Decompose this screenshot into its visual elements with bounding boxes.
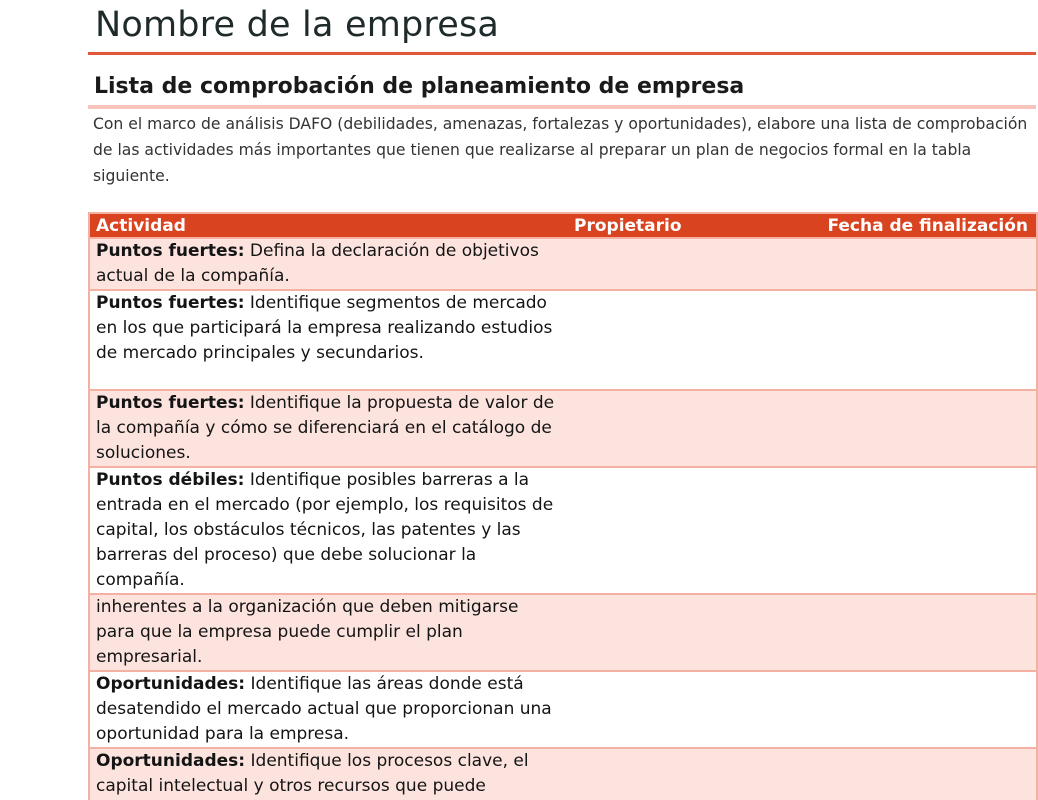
activity-cell[interactable] — [89, 290, 566, 390]
swot-category-label: Puntos fuertes: — [96, 393, 245, 413]
activity-text: Identifique las áreas donde está desatendido el mercado actual que proporcionan una oportunidad para la empresa. — [96, 674, 552, 744]
owner-cell[interactable] — [566, 390, 791, 467]
table-row — [89, 671, 1037, 748]
completion-date-cell[interactable] — [791, 748, 1037, 800]
checklist-subtitle: Lista de comprobación de planeamiento de empresa — [94, 74, 745, 99]
activity-text: Defina la declaración de objetivos actual de la compañía. — [96, 241, 539, 286]
owner-cell[interactable] — [566, 290, 791, 390]
intro-paragraph: Con el marco de análisis DAFO (debilidades, amenazas, fortalezas y oportunidades), elabore una lista de comprobación de las actividades más importantes que tienen que realizarse al preparar un plan de negocios formal en la tabla siguiente. — [93, 115, 1028, 185]
planning-checklist-table — [88, 212, 1038, 800]
table-row — [89, 594, 1037, 671]
column-header-activity: Actividad — [89, 213, 566, 238]
activity-cell[interactable] — [89, 238, 566, 290]
completion-date-cell[interactable] — [791, 390, 1037, 467]
column-header-owner: Propietario — [566, 213, 791, 238]
swot-category-label: Puntos fuertes: — [96, 241, 245, 261]
table-header-row — [89, 213, 1037, 238]
completion-date-cell[interactable] — [791, 238, 1037, 290]
completion-date-cell[interactable] — [791, 467, 1037, 594]
swot-category-label: Oportunidades: — [96, 751, 246, 771]
activity-cell[interactable] — [89, 594, 566, 671]
swot-category-label: Puntos fuertes: — [96, 293, 245, 313]
owner-cell[interactable] — [566, 671, 791, 748]
activity-text: Identifique segmentos de mercado en los que participará la empresa realizando estudios de mercado principales y secundarios. — [96, 293, 553, 363]
table-row — [89, 748, 1037, 800]
completion-date-cell[interactable] — [791, 671, 1037, 748]
column-header-completion-date: Fecha de finalización — [791, 213, 1037, 238]
table-row — [89, 238, 1037, 290]
owner-cell[interactable] — [566, 467, 791, 594]
activity-text: Identifique los procesos clave, el capital intelectual y otros recursos que puede — [96, 751, 529, 796]
table-row — [89, 390, 1037, 467]
activity-cell[interactable] — [89, 671, 566, 748]
table-row — [89, 467, 1037, 594]
document-page — [88, 0, 1036, 796]
owner-cell[interactable] — [566, 748, 791, 800]
company-name-title[interactable]: Nombre de la empresa — [95, 5, 500, 45]
owner-cell[interactable] — [566, 594, 791, 671]
activity-cell[interactable] — [89, 748, 566, 800]
activity-text: Identifique la propuesta de valor de la compañía y cómo se diferenciará en el catálogo de soluciones. — [96, 393, 555, 463]
activity-text: inherentes a la organización que deben mitigarse para que la empresa puede cumplir el plan empresarial. — [96, 597, 519, 667]
activity-cell[interactable] — [89, 390, 566, 467]
activity-cell[interactable] — [89, 467, 566, 594]
table-row — [89, 290, 1037, 390]
completion-date-cell[interactable] — [791, 290, 1037, 390]
swot-category-label: Oportunidades: — [96, 674, 246, 694]
activity-text: Identifique posibles barreras a la entrada en el mercado (por ejemplo, los requisitos de capital, los obstáculos técnicos, las patentes y las barreras del proceso) que debe solucionar la compañía. — [96, 470, 554, 590]
swot-category-label: Puntos débiles: — [96, 470, 245, 490]
completion-date-cell[interactable] — [791, 594, 1037, 671]
owner-cell[interactable] — [566, 238, 791, 290]
